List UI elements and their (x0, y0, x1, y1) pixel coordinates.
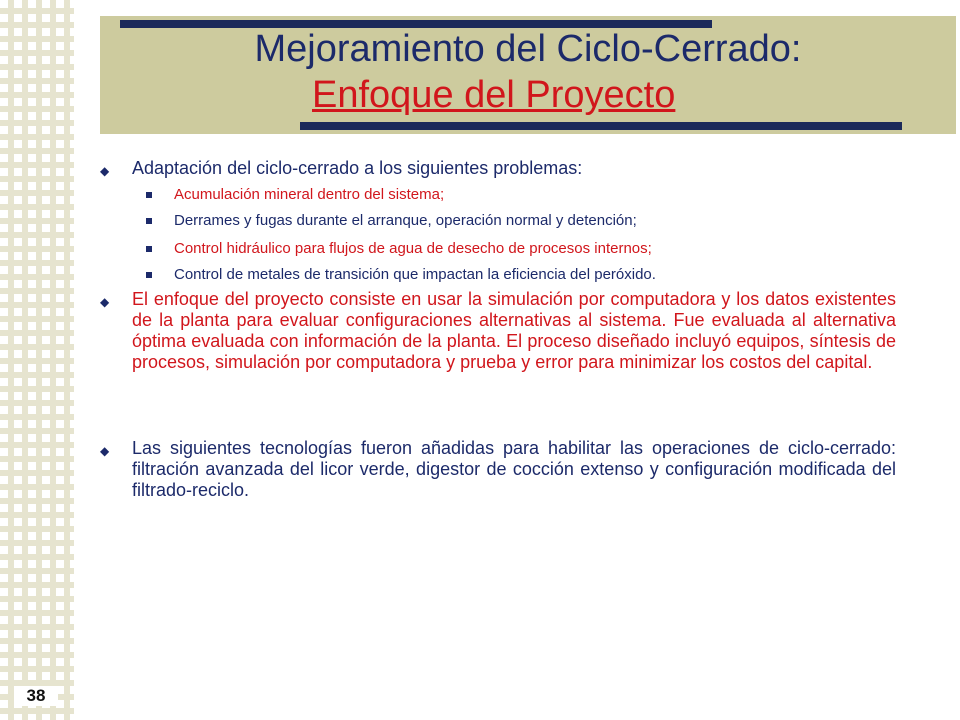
sub-bullet-item (146, 240, 652, 258)
sub-bullet-text: Acumulación mineral dentro del sistema; (174, 186, 445, 203)
sub-bullet-text: Control de metales de transición que impactan la eficiencia del peróxido. (174, 266, 656, 283)
bullet-text: Adaptación del ciclo-cerrado a los siguientes problemas: (132, 158, 583, 178)
page-number: 38 (14, 686, 58, 706)
sub-bullet-item (146, 212, 637, 230)
sub-bullet-text: Derrames y fugas durante el arranque, operación normal y detención; (174, 212, 637, 229)
decorative-lattice-strip (0, 0, 74, 720)
square-icon (146, 246, 152, 252)
square-icon (146, 272, 152, 278)
bullet-text: Las siguientes tecnologías fueron añadidas para habilitar las operaciones de ciclo-cerrado: filtración avanzada del licor verde, digestor de cocción extenso y configuración modificada del filtrado-reciclo. (132, 438, 896, 500)
square-icon (146, 192, 152, 198)
slide-subtitle-link[interactable]: Enfoque del Proyecto (312, 74, 676, 116)
bullet-item (100, 158, 896, 179)
bullet-item (100, 438, 896, 501)
slide-title: Mejoramiento del Ciclo-Cerrado: (254, 28, 802, 70)
bullet-item (100, 289, 896, 373)
sub-bullet-item (146, 186, 444, 204)
bullet-text: El enfoque del proyecto consiste en usar la simulación por computadora y los datos existentes de la planta para evaluar configuraciones alternativas al sistema. Fue evaluada al alternativa óptima evaluada con información de la planta. El proceso diseñado incluyó equipos, síntesis de procesos, simulación por computadora y prueba y error para minimizar los costos del capital. (132, 289, 896, 372)
sub-bullet-item (146, 266, 656, 284)
diamond-icon: ◆ (100, 444, 110, 458)
sub-bullet-text: Control hidráulico para flujos de agua de desecho de procesos internos; (174, 240, 652, 257)
square-icon (146, 218, 152, 224)
diamond-icon: ◆ (100, 295, 110, 309)
diamond-icon: ◆ (100, 164, 110, 178)
title-bottom-rule (300, 122, 902, 130)
